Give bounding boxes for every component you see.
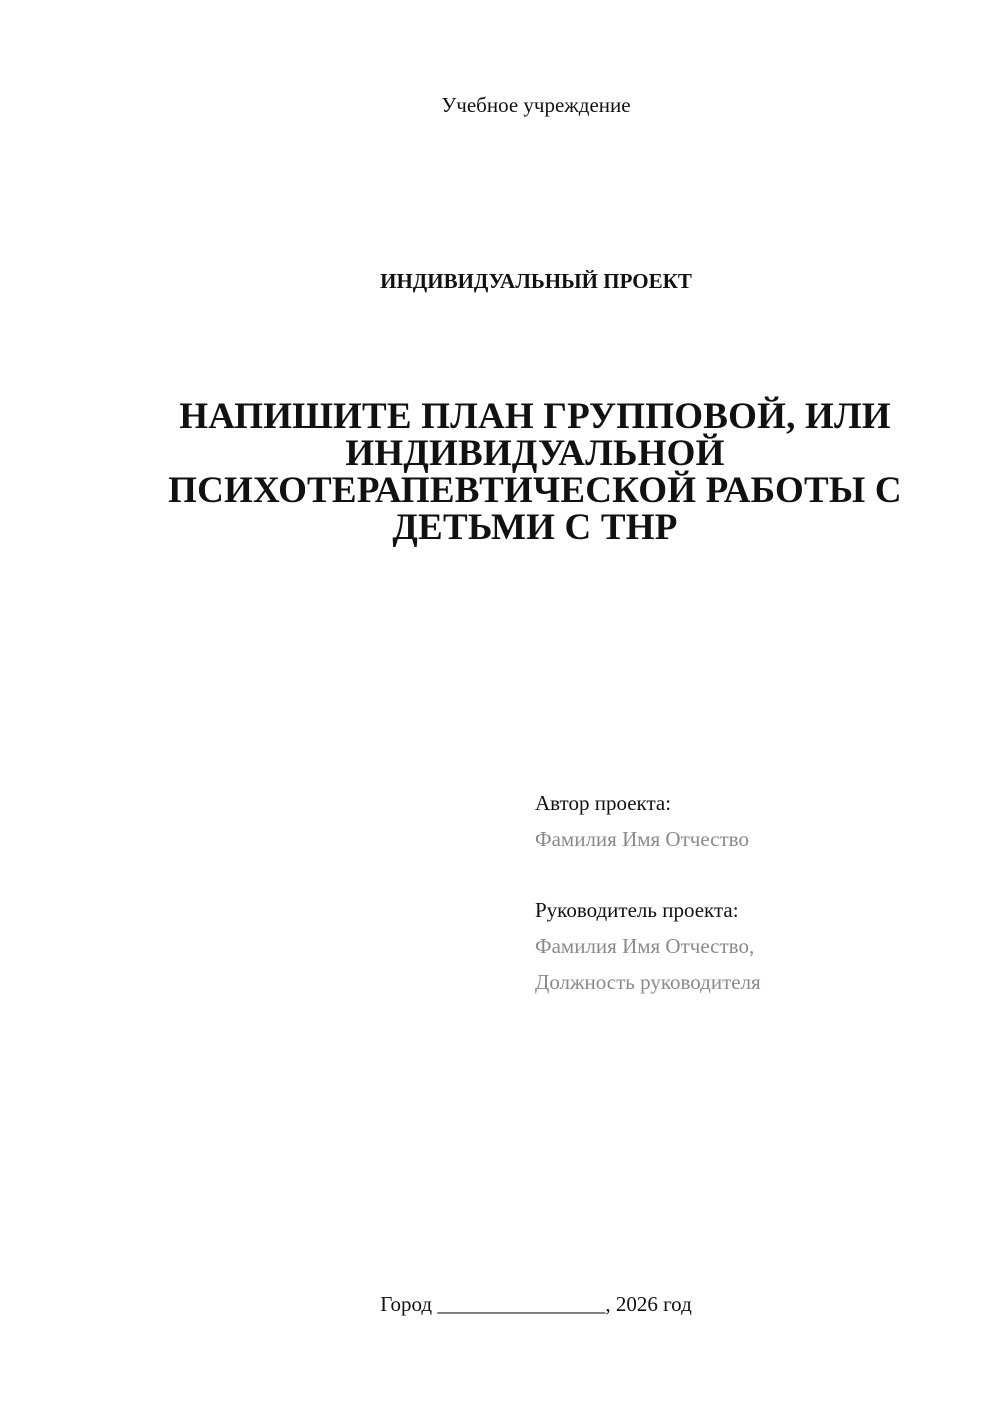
project-title (135, 398, 935, 546)
title-line: НАПИШИТЕ ПЛАН ГРУППОВОЙ, ИЛИ (179, 396, 891, 437)
title-line: ПСИХОТЕРАПЕВТИЧЕСКОЙ РАБОТЫ С (168, 470, 902, 511)
author-name: Фамилия Имя Отчество (535, 827, 749, 851)
institution-name: Учебное учреждение (441, 93, 631, 117)
supervisor-block (535, 892, 761, 1000)
supervisor-position: Должность руководителя (535, 970, 761, 994)
city-year-line: Город ________________, 2026 год (380, 1292, 692, 1316)
supervisor-name: Фамилия Имя Отчество, (535, 934, 755, 958)
author-label: Автор проекта: (535, 791, 672, 815)
title-line: ДЕТЬМИ С ТНР (392, 507, 678, 548)
title-line: ИНДИВИДУАЛЬНОЙ (345, 433, 725, 474)
supervisor-label: Руководитель проекта: (535, 898, 739, 922)
author-block (535, 785, 749, 857)
document-type: ИНДИВИДУАЛЬНЫЙ ПРОЕКТ (380, 269, 692, 293)
